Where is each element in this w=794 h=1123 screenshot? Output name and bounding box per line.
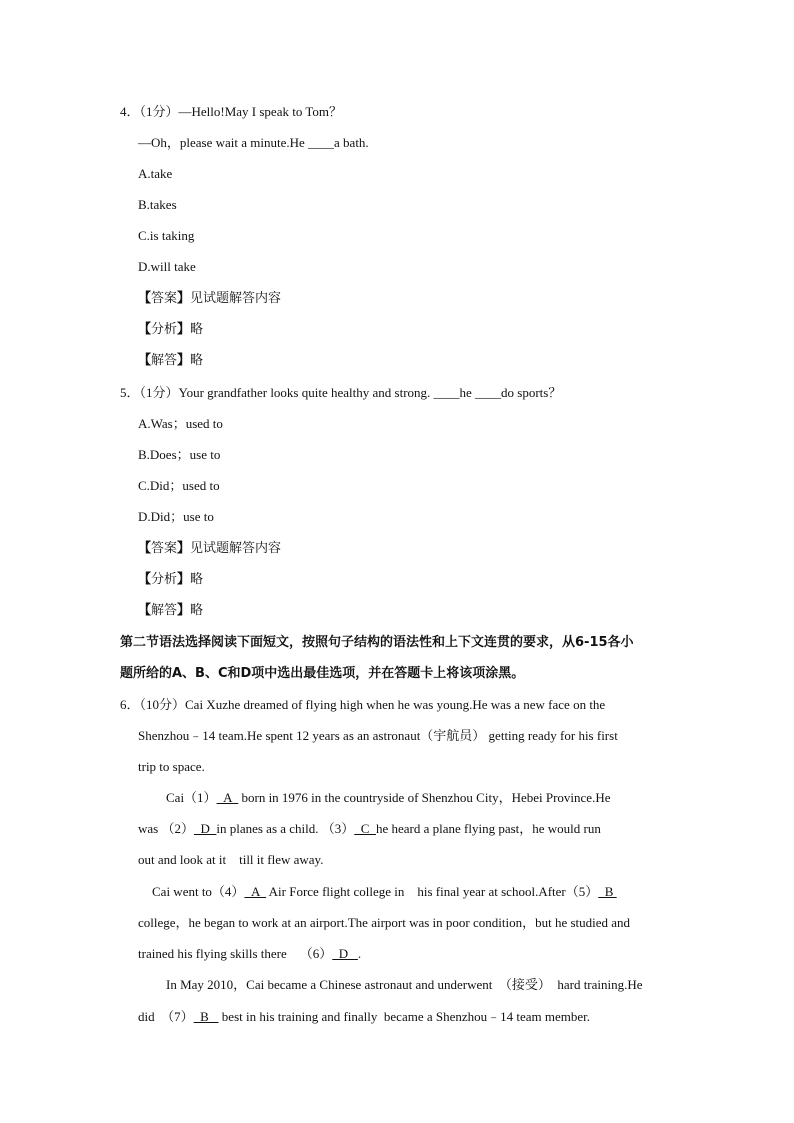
q6-line-3: trip to space.: [138, 759, 205, 774]
q5-option-d: D.Did；use to: [138, 509, 214, 524]
q6-blank3-suffix: he heard a plane flying past，he would run: [375, 821, 601, 836]
q6-para2-line-1: [152, 884, 794, 900]
q5-answer-label: 答案: [151, 541, 178, 556]
q6-line-2: Shenzhou﹣14 team.He spent 12 years as an astronaut（宇航员） getting ready for his first: [138, 728, 618, 743]
q6-para2-line-3: [138, 946, 674, 962]
q4-stem: 4．（1分）—Hello!May I speak to Tom？: [120, 104, 342, 119]
q4-analysis: [138, 322, 794, 338]
q4-answer: [138, 291, 794, 307]
q6-blank7-suffix: best in his training and finally became a Shenzhou﹣14 team member.: [218, 1009, 591, 1024]
q5-analysis-open: 【: [138, 572, 152, 587]
q6-blank3-answer: C: [354, 821, 376, 836]
q6-blank4-prefix: Cai went to（4）: [152, 884, 245, 899]
q5-option-a: A.Was；used to: [138, 416, 223, 431]
q6-para3-line-2: [138, 1009, 674, 1025]
q6-blank7-prefix: did （7）: [138, 1009, 194, 1024]
q4-answer-close: 】: [177, 291, 191, 306]
q6-para1-line-2: [138, 821, 674, 837]
section-heading-line-2: 题所给的A、B、C和D项中选出最佳选项，并在答题卡上将该项涂黑。: [120, 666, 525, 681]
q6-blank1-suffix: born in 1976 in the countryside of Shenzhou City，Hebei Province.He: [238, 790, 611, 805]
q4-answer-label: 答案: [151, 291, 178, 306]
q6-para2-line-2: college，he began to work at an airport.The airport was in poor condition，but he studied and: [138, 915, 631, 930]
q6-blank1-prefix: Cai（1）: [166, 790, 217, 805]
q4-answer-open: 【: [138, 291, 152, 306]
q6-blank1-answer: A: [216, 790, 239, 805]
q5-option-b: B.Does；use to: [138, 447, 221, 462]
q5-solution-close: 】: [177, 603, 191, 618]
q6-blank7-answer: B: [193, 1009, 219, 1024]
q4-option-d: D.will take: [138, 259, 196, 274]
q5-stem: 5．（1分）Your grandfather looks quite healthy and strong. ____he ____do sports？: [120, 385, 562, 400]
q5-solution-text: 略: [190, 603, 204, 618]
q6-blank4-answer: A: [244, 884, 267, 899]
q5-analysis: [138, 572, 794, 588]
q4-analysis-close: 】: [177, 322, 191, 337]
q4-option-c: C.is taking: [138, 228, 195, 243]
q4-option-a: A.take: [138, 166, 173, 181]
q6-blank3-prefix: in planes as a child. （3）: [216, 821, 355, 836]
q4-analysis-label: 分析: [151, 322, 178, 337]
q6-para1-line-1: [166, 790, 794, 806]
q6-para3-line-1: In May 2010，Cai became a Chinese astronaut and underwent （接受） hard training.He: [166, 977, 643, 992]
q5-solution-label: 解答: [151, 603, 178, 618]
q4-solution-label: 解答: [151, 353, 178, 368]
q6-para1-line-3: out and look at it till it flew away.: [138, 852, 324, 867]
q5-option-c: C.Did；used to: [138, 478, 220, 493]
q4-solution-open: 【: [138, 353, 152, 368]
q5-answer-close: 】: [177, 541, 191, 556]
q6-blank5-answer: B: [598, 884, 617, 899]
q6-blank2-prefix: was （2）: [138, 821, 194, 836]
q5-analysis-label: 分析: [151, 572, 178, 587]
q4-analysis-text: 略: [190, 322, 204, 337]
q5-solution-open: 【: [138, 603, 152, 618]
q5-answer-open: 【: [138, 541, 152, 556]
q4-solution-close: 】: [177, 353, 191, 368]
q6-blank5-prefix: Air Force flight college in his final year at school.After（5）: [266, 884, 599, 899]
q4-sub: —Oh，please wait a minute.He ____a bath.: [138, 135, 369, 150]
section-heading-line-1: 第二节语法选择阅读下面短文，按照句子结构的语法性和上下文连贯的要求，从6-15各小: [120, 635, 634, 650]
q4-solution: [138, 353, 794, 369]
q5-solution: [138, 603, 794, 619]
q4-option-b: B.takes: [138, 197, 177, 212]
q6-blank2-answer: D: [193, 821, 217, 836]
q4-answer-text: 见试题解答内容: [190, 291, 282, 306]
q4-solution-text: 略: [190, 353, 204, 368]
q5-answer: [138, 541, 794, 557]
q4-analysis-open: 【: [138, 322, 152, 337]
q6-blank6-suffix: .: [357, 946, 362, 961]
q5-answer-text: 见试题解答内容: [190, 541, 282, 556]
q6-line-1: 6．（10分）Cai Xuzhe dreamed of flying high when he was young.He was a new face on the: [120, 697, 606, 712]
q5-analysis-close: 】: [177, 572, 191, 587]
q5-analysis-text: 略: [190, 572, 204, 587]
q6-blank6-prefix: trained his flying skills there （6）: [138, 946, 333, 961]
q6-blank6-answer: D: [332, 946, 358, 961]
